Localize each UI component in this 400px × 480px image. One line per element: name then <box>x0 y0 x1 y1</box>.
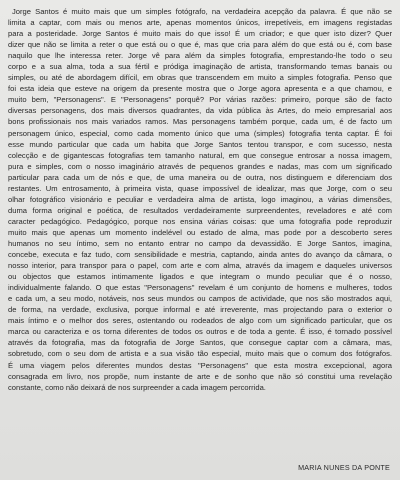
author-signature: MARIA NUNES DA PONTE <box>298 463 390 472</box>
text-line: Jorge Santos é muito mais que um simples fotógrafo, na verdadeira acepção da palavra. É que não se <box>12 7 392 16</box>
text-line: e cada um, a seu modo, notáveis, nos seus mundos ou campos de actividade, que nos são mostrados aqui, <box>8 294 392 304</box>
text-line: bons profissionais nos mais variados ramos. Mas personagens também porque, cada um, é de facto um <box>8 117 392 127</box>
text-line: muito mais que apenas um momento indelével ou estado de alma, mas pode por a descoberto seres <box>8 227 392 237</box>
text-line: limita a captar, com mais ou menos arte, apenas momentos únicos, irrepetíveis, em imagens registadas <box>8 18 392 28</box>
text-line: esse mundo particular que cada um habita que Jorge Santos tentou transpor, e com sucesso, nesta <box>8 139 392 149</box>
text-line: muito bem, "Personagens". E "Personagens" porquê? Por várias razões: primeiro, porque são de facto <box>8 95 392 105</box>
text-line: através da fotografia, mas da fotografia de Jorge Santos, que consegue captar com a câmara, mas, <box>8 338 392 348</box>
text-line: dizer que não se limita a reter o que está ou o que é, mas que cria para além do que está ou é, com base <box>8 40 392 50</box>
text-line: nosso interior, para transpor para o papel, com arte e com alma, através da imagem e daqueles universos <box>8 261 392 271</box>
text-line: diversas personagens, dos mais diversos quadrantes, da vida pública às Artes, do meio empresarial aos <box>8 106 392 116</box>
text-line: É uma viagem pelos diferentes mundos destas "Personagens" que esta mostra excepcional, agora <box>8 360 392 370</box>
body-text <box>8 6 392 393</box>
text-line: particular para cada um de nós e que, de uma maneira ou de outra, nos distinguem e diferenciam dos <box>8 172 392 182</box>
text-line: naquilo que lhe interessa reter. Jorge vê para além da simples fotografia, emprestando-lhe todo o seu <box>8 51 392 61</box>
text-line: marca ou caracteriza e os torna diferentes de todos os outros e de toda a gente. É isso, é tornado possível <box>8 327 392 337</box>
text-line: para a posteridade. Jorge Santos é muito mais do que isso! É um criador; e que quer isto dizer? Quer <box>8 29 392 39</box>
text-line: duma forma original e poética, de resultados verdadeiramente surpreendentes, reveladores e até com <box>8 205 392 215</box>
text-line: concebe, executa e faz tudo, com sensibilidade e mestria, captando, ainda antes do avanço da câmara, o <box>8 250 392 260</box>
text-line: individualmente falando. O que estas "Personagens" revelam é um conjunto de homens e mulheres, todos <box>8 283 392 293</box>
text-line: sobretudo, com o seu dom de artista e a sua visão tão especial, muito mais que o comum dos fotógrafos. <box>8 349 392 359</box>
text-line: personagem único, especial, como cada momento único que uma (simples) fotografia tenta captar. É foi <box>8 128 392 138</box>
text-line: colecção e de gigantescas fotografias tem tamanho natural, em que consegue entrosar a nossa imagem, <box>8 150 392 160</box>
text-line: foi esta ideia que esteve na origem da presente mostra que o Jorge agora apresenta e a que chamou, e <box>8 84 392 94</box>
text-line: constante, como não deixará de nos surpreender a cada imagem percorrida. <box>8 382 266 392</box>
text-line: pura e simples, com o nosso imaginário através de pequenos grandes e nadas, mas com um significado <box>8 161 392 171</box>
text-line: corpo e a sua alma, toda a sua fértil e pródiga imaginação de artista, transformando temas banais ou <box>8 62 392 72</box>
text-line: humanos no seu íntimo, sem no entanto entrar no campo da devassidão. E Jorge Santos, imagina, <box>8 238 392 248</box>
text-line: consagrada em livro, nos propõe, num instante de arte e de sonho que não só constitui uma revelação <box>8 371 392 381</box>
text-line: simples, ou até de abordagem difícil, em obras que transcendem em muito a simples fotografia. Penso que <box>8 73 392 83</box>
text-line: olhar fotográfico visionário e peculiar e verdadeira alma de artista, logo imaginou, a várias dimensões, <box>8 194 392 204</box>
text-line: mais íntimo e o melhor dos seres, ostentando ou rodeados de algo com um significado particular, que os <box>8 316 392 326</box>
text-line: ou objectos que estamos intimamente ligados e que integram o mundo peculiar que é o nosso, <box>8 272 392 282</box>
text-line: de forma, na verdade, exclusiva, porque informal e até irreverente, mas projectando para o exterior o <box>8 305 392 315</box>
text-line: caracter pedagógico. Pedagógico, porque nos ensina várias coisas: que uma fotografia pode reproduzir <box>8 216 392 226</box>
text-line: restantes. Um entrosamento, à primeira vista, quase impossível de idealizar, mas que Jorge, com o seu <box>8 183 392 193</box>
